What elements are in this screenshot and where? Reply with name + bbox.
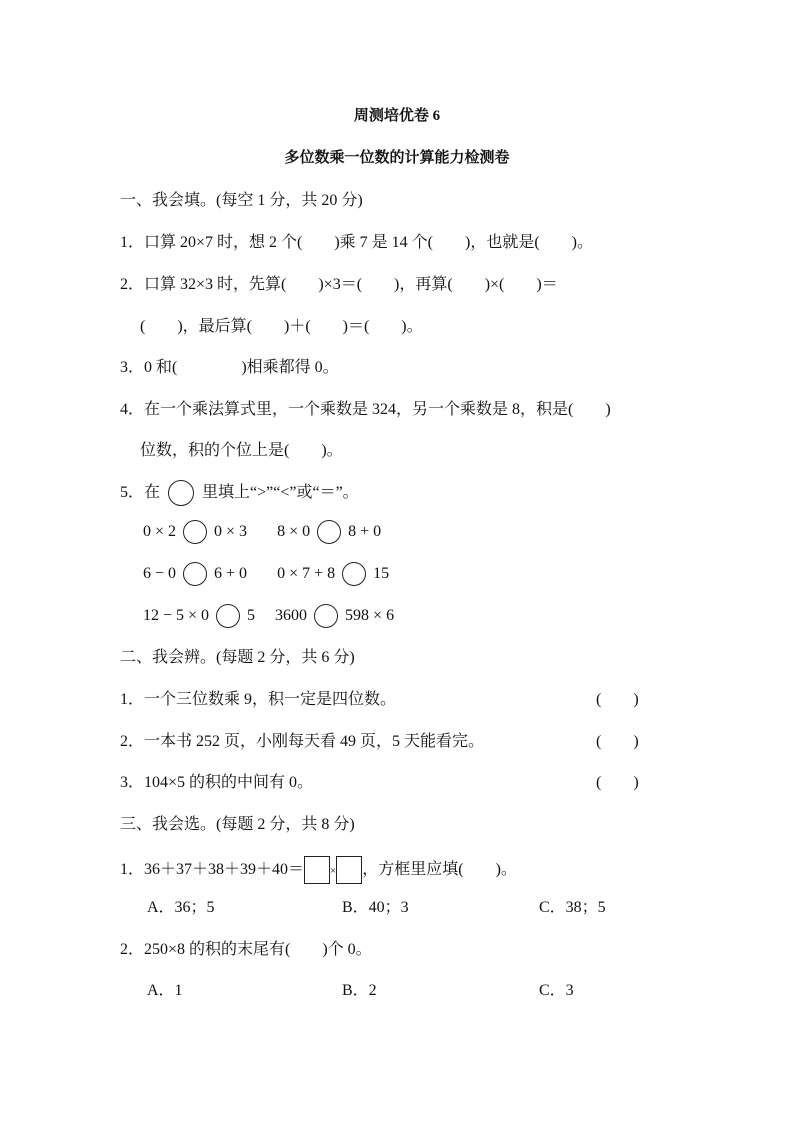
comparison-circle-icon <box>168 480 194 506</box>
option-c[interactable]: C．38；5 <box>539 899 606 916</box>
choice-question-1-prefix: 1．36＋37＋38＋39＋40＝ <box>120 861 305 878</box>
judge-answer-bracket[interactable]: ( ) <box>596 774 639 791</box>
question-1-4-line-1: 4．在一个乘法算式里，一个乘数是 324，另一个乘数是 8，积是( ) <box>120 401 611 418</box>
comparison-left: 6 − 0 <box>143 565 177 582</box>
answer-circle[interactable] <box>216 604 240 628</box>
judge-item-2: 2．一本书 252 页，小刚每天看 49 页，5 天能看完。 <box>120 733 485 750</box>
option-b[interactable]: B．40；3 <box>342 899 409 916</box>
judge-item-1: 1．一个三位数乘 9，积一定是四位数。 <box>120 691 397 708</box>
answer-circle[interactable] <box>342 562 366 586</box>
question-1-2-line-1: 2．口算 32×3 时，先算( )×3＝( )，再算( )×( )＝ <box>120 276 558 293</box>
question-1-2-line-2: ( )，最后算( )＋( )＝( )。 <box>140 318 423 335</box>
times-sign: × <box>330 865 337 877</box>
comparison-right: 0 × 3 <box>214 523 248 540</box>
choice-question-1-suffix: ，方框里应填( )。 <box>362 861 517 878</box>
answer-circle[interactable] <box>314 604 338 628</box>
question-1-1: 1．口算 20×7 时，想 2 个( )乘 7 是 14 个( )，也就是( )。 <box>120 234 593 251</box>
comparison-right: 598 × 6 <box>345 607 395 624</box>
judge-answer-bracket[interactable]: ( ) <box>596 691 639 708</box>
question-1-5 <box>120 480 794 506</box>
answer-box[interactable] <box>304 856 330 884</box>
comparison-right: 8 + 0 <box>348 523 382 540</box>
comparison-row-1 <box>143 519 794 545</box>
question-1-3: 3．0 和( )相乘都得 0。 <box>120 359 339 376</box>
judge-item-3: 3．104×5 的积的中间有 0。 <box>120 774 314 791</box>
comparison-left: 12 − 5 × 0 <box>143 607 210 624</box>
option-a[interactable]: A．36；5 <box>147 899 215 916</box>
page-subtitle: 多位数乘一位数的计算能力检测卷 <box>284 150 510 166</box>
comparison-row-3 <box>143 603 794 629</box>
answer-box[interactable] <box>336 856 362 884</box>
comparison-left: 0 × 2 <box>143 523 177 540</box>
section-1-heading: 一、我会填。(每空 1 分，共 20 分) <box>120 192 363 209</box>
comparison-right: 6 + 0 <box>214 565 248 582</box>
answer-circle[interactable] <box>183 520 207 544</box>
comparison-row-2 <box>143 561 794 587</box>
option-a[interactable]: A．1 <box>147 982 183 999</box>
option-b[interactable]: B．2 <box>342 982 377 999</box>
answer-circle[interactable] <box>183 562 207 586</box>
section-2-heading: 二、我会辨。(每题 2 分，共 6 分) <box>120 649 355 666</box>
answer-circle[interactable] <box>317 520 341 544</box>
choice-question-2: 2．250×8 的积的末尾有( )个 0。 <box>120 941 372 958</box>
section-3-heading: 三、我会选。(每题 2 分，共 8 分) <box>120 816 355 833</box>
comparison-left: 8 × 0 <box>277 523 311 540</box>
comparison-left: 0 × 7 + 8 <box>277 565 336 582</box>
option-c[interactable]: C．3 <box>539 982 574 999</box>
question-1-5-prefix: 5．在 <box>120 484 161 501</box>
question-1-5-suffix: 里填上“>”“<”或“＝”。 <box>202 484 359 501</box>
question-1-4-line-2: 位数，积的个位上是( )。 <box>140 442 343 459</box>
page-title: 周测培优卷 6 <box>353 108 441 124</box>
comparison-right: 15 <box>373 565 390 582</box>
comparison-left: 3600 <box>275 607 308 624</box>
comparison-right: 5 <box>247 607 256 624</box>
judge-answer-bracket[interactable]: ( ) <box>596 733 639 750</box>
choice-question-1 <box>120 856 794 885</box>
